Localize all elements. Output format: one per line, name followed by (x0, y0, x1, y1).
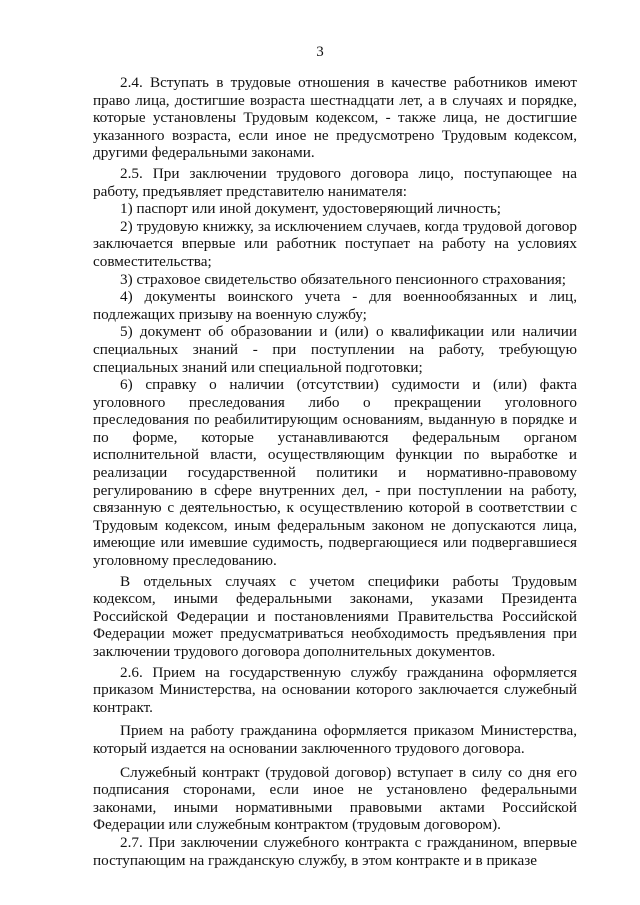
document-body (93, 74, 577, 869)
paragraph-2-6: 2.6. Прием на государственную службу гражданина оформляется приказом Министерства, на основании которого заключается служебный контракт. (93, 663, 577, 716)
list-item-military-documents: 4) документы воинского учета - для военнообязанных и лиц, подлежащих призыву на военную службу; (93, 288, 577, 323)
list-item-passport: 1) паспорт или иной документ, удостоверяющий личность; (120, 200, 502, 218)
paragraph-contract-effect: Служебный контракт (трудовой договор) вступает в силу со дня его подписания сторонами, если иное не установлено федеральными законами, иными нормативными правовыми актами Российской Федерации или служебным контрактом (трудовым договором). (93, 763, 577, 834)
paragraph-2-7: 2.7. При заключении служебного контракта с гражданином, впервые поступающим на гражданскую службу, в этом контракте и в приказе (93, 833, 577, 869)
list-item-education-document: 5) документ об образовании и (или) о квалификации или наличии специальных знаний - при поступлении на работу, требующую специальных знаний или специальной подготовки; (93, 323, 577, 376)
paragraph-2-4: 2.4. Вступать в трудовые отношения в качестве работников имеют право лица, достигшие возраста шестнадцати лет, а в случаях и порядке, которые установлены Трудовым кодексом, - также лица, не достигшие указанного возраста, если иное не предусмотрено Трудовым кодексом, другими федеральными законами. (93, 74, 577, 162)
list-item-insurance-certificate: 3) страховое свидетельство обязательного пенсионного страхования; (120, 270, 566, 288)
paragraph-2-5: 2.5. При заключении трудового договора лицо, поступающее на работу, предъявляет представителю нанимателя: (93, 164, 577, 200)
paragraph-additional-documents: В отдельных случаях с учетом специфики работы Трудовым кодексом, иными федеральными законами, указами Президента Российской Федерации и постановлениями Правительства Российской Федерации может предусматриваться необходимость предъявления при заключении трудового договора дополнительных документов. (93, 572, 577, 660)
paragraph-hiring-order: Прием на работу гражданина оформляется приказом Министерства, который издается на основании заключенного трудового договора. (93, 722, 577, 757)
list-item-work-book: 2) трудовую книжку, за исключением случаев, когда трудовой договор заключается впервые или работник поступает на работу на условиях совместительства; (93, 217, 577, 270)
list-item-criminal-record-certificate: 6) справку о наличии (отсутствии) судимости и (или) факта уголовного преследования либо о прекращении уголовного преследования по реабилитирующим основаниям, выданную в порядке и по форме, которые устанавливаются федеральным органом исполнительной власти, осуществляющим функции по выработке и реализации государственной политики и нормативно-правовому регулированию в сфере внутренних дел, - при поступлении на работу, связанную с деятельностью, к осуществлению которой в соответствии с Трудовым кодексом, иным федеральным законом не допускаются лица, имеющие или имевшие судимость, подвергающиеся или подвергавшиеся уголовному преследованию. (93, 376, 577, 570)
page-number: 3 (316, 44, 324, 60)
